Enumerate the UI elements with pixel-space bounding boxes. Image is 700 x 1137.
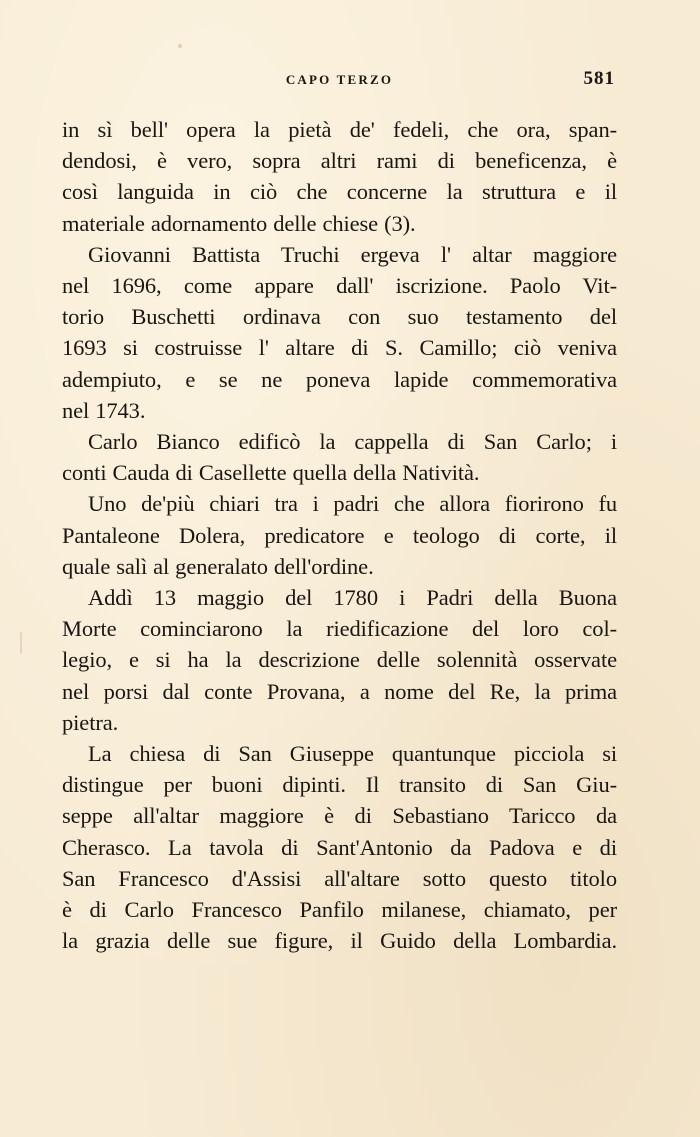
text-line: Giovanni Battista Truchi ergeva l' altar maggiore [88,241,617,267]
text-line: Cherasco. La tavola di Sant'Antonio da Padova e di [62,834,617,860]
text-line: in sì bell' opera la pietà de' fedeli, che ora, span- [62,117,617,142]
text-line: è di Carlo Francesco Panfilo milanese, chiamato, per [62,897,617,923]
text-line: materiale adornamento delle chiese (3). [62,210,416,236]
text-line: San Francesco d'Assisi all'altare sotto questo titolo [62,865,617,891]
paper-speck [178,44,182,48]
text-line: nel 1696, come appare dall' iscrizione. Paolo Vit- [62,273,617,299]
text-line: 1693 si costruisse l' altare di S. Camillo; ciò veniva [62,335,617,361]
text-line: quale salì al generalato dell'ordine. [62,553,374,579]
text-line: la grazia delle sue figure, il Guido della Lombardia. [62,928,617,954]
text-line: così languida in ciò che concerne la struttura e il [62,179,617,205]
text-line: nel porsi dal conte Provana, a nome del Re, la prima [62,678,617,704]
text-line: adempiuto, e se ne poneva lapide commemorativa [62,366,617,392]
text-line: torio Buschetti ordinava con suo testamento del [62,304,617,330]
chapter-title: CAPO TERZO [285,72,394,87]
paper-speck [20,632,22,654]
body-text [62,114,617,956]
text-line: Uno de'più chiari tra i padri che allora fiorirono fu [88,491,617,517]
text-line: dendosi, è vero, sopra altri rami di beneficenza, è [62,148,617,174]
running-head [62,60,617,96]
book-page [62,60,617,956]
text-line: Pantaleone Dolera, predicatore e teologo di corte, il [62,522,617,548]
text-line: conti Cauda di Casellette quella della Natività. [62,460,480,486]
text-line: seppe all'altar maggiore è di Sebastiano Taricco da [62,803,617,829]
text-line: Addì 13 maggio del 1780 i Padri della Buona [88,585,617,611]
page-number: 581 [583,68,615,89]
text-line: Morte cominciarono la riedificazione del loro col- [62,616,617,642]
text-line: Carlo Bianco edificò la cappella di San Carlo; i [88,429,617,455]
paragraph [62,426,617,488]
paragraph [62,239,617,426]
text-line: nel 1743. [62,397,146,423]
paragraph [62,582,617,738]
paragraph [62,488,617,582]
paragraph [62,738,617,956]
text-line: legio, e si ha la descrizione delle solennità osservate [62,647,617,673]
text-line: La chiesa di San Giuseppe quantunque picciola si [88,741,617,767]
text-line: distingue per buoni dipinti. Il transito di San Giu- [62,772,617,798]
text-line: pietra. [62,709,119,735]
paragraph [62,114,617,239]
